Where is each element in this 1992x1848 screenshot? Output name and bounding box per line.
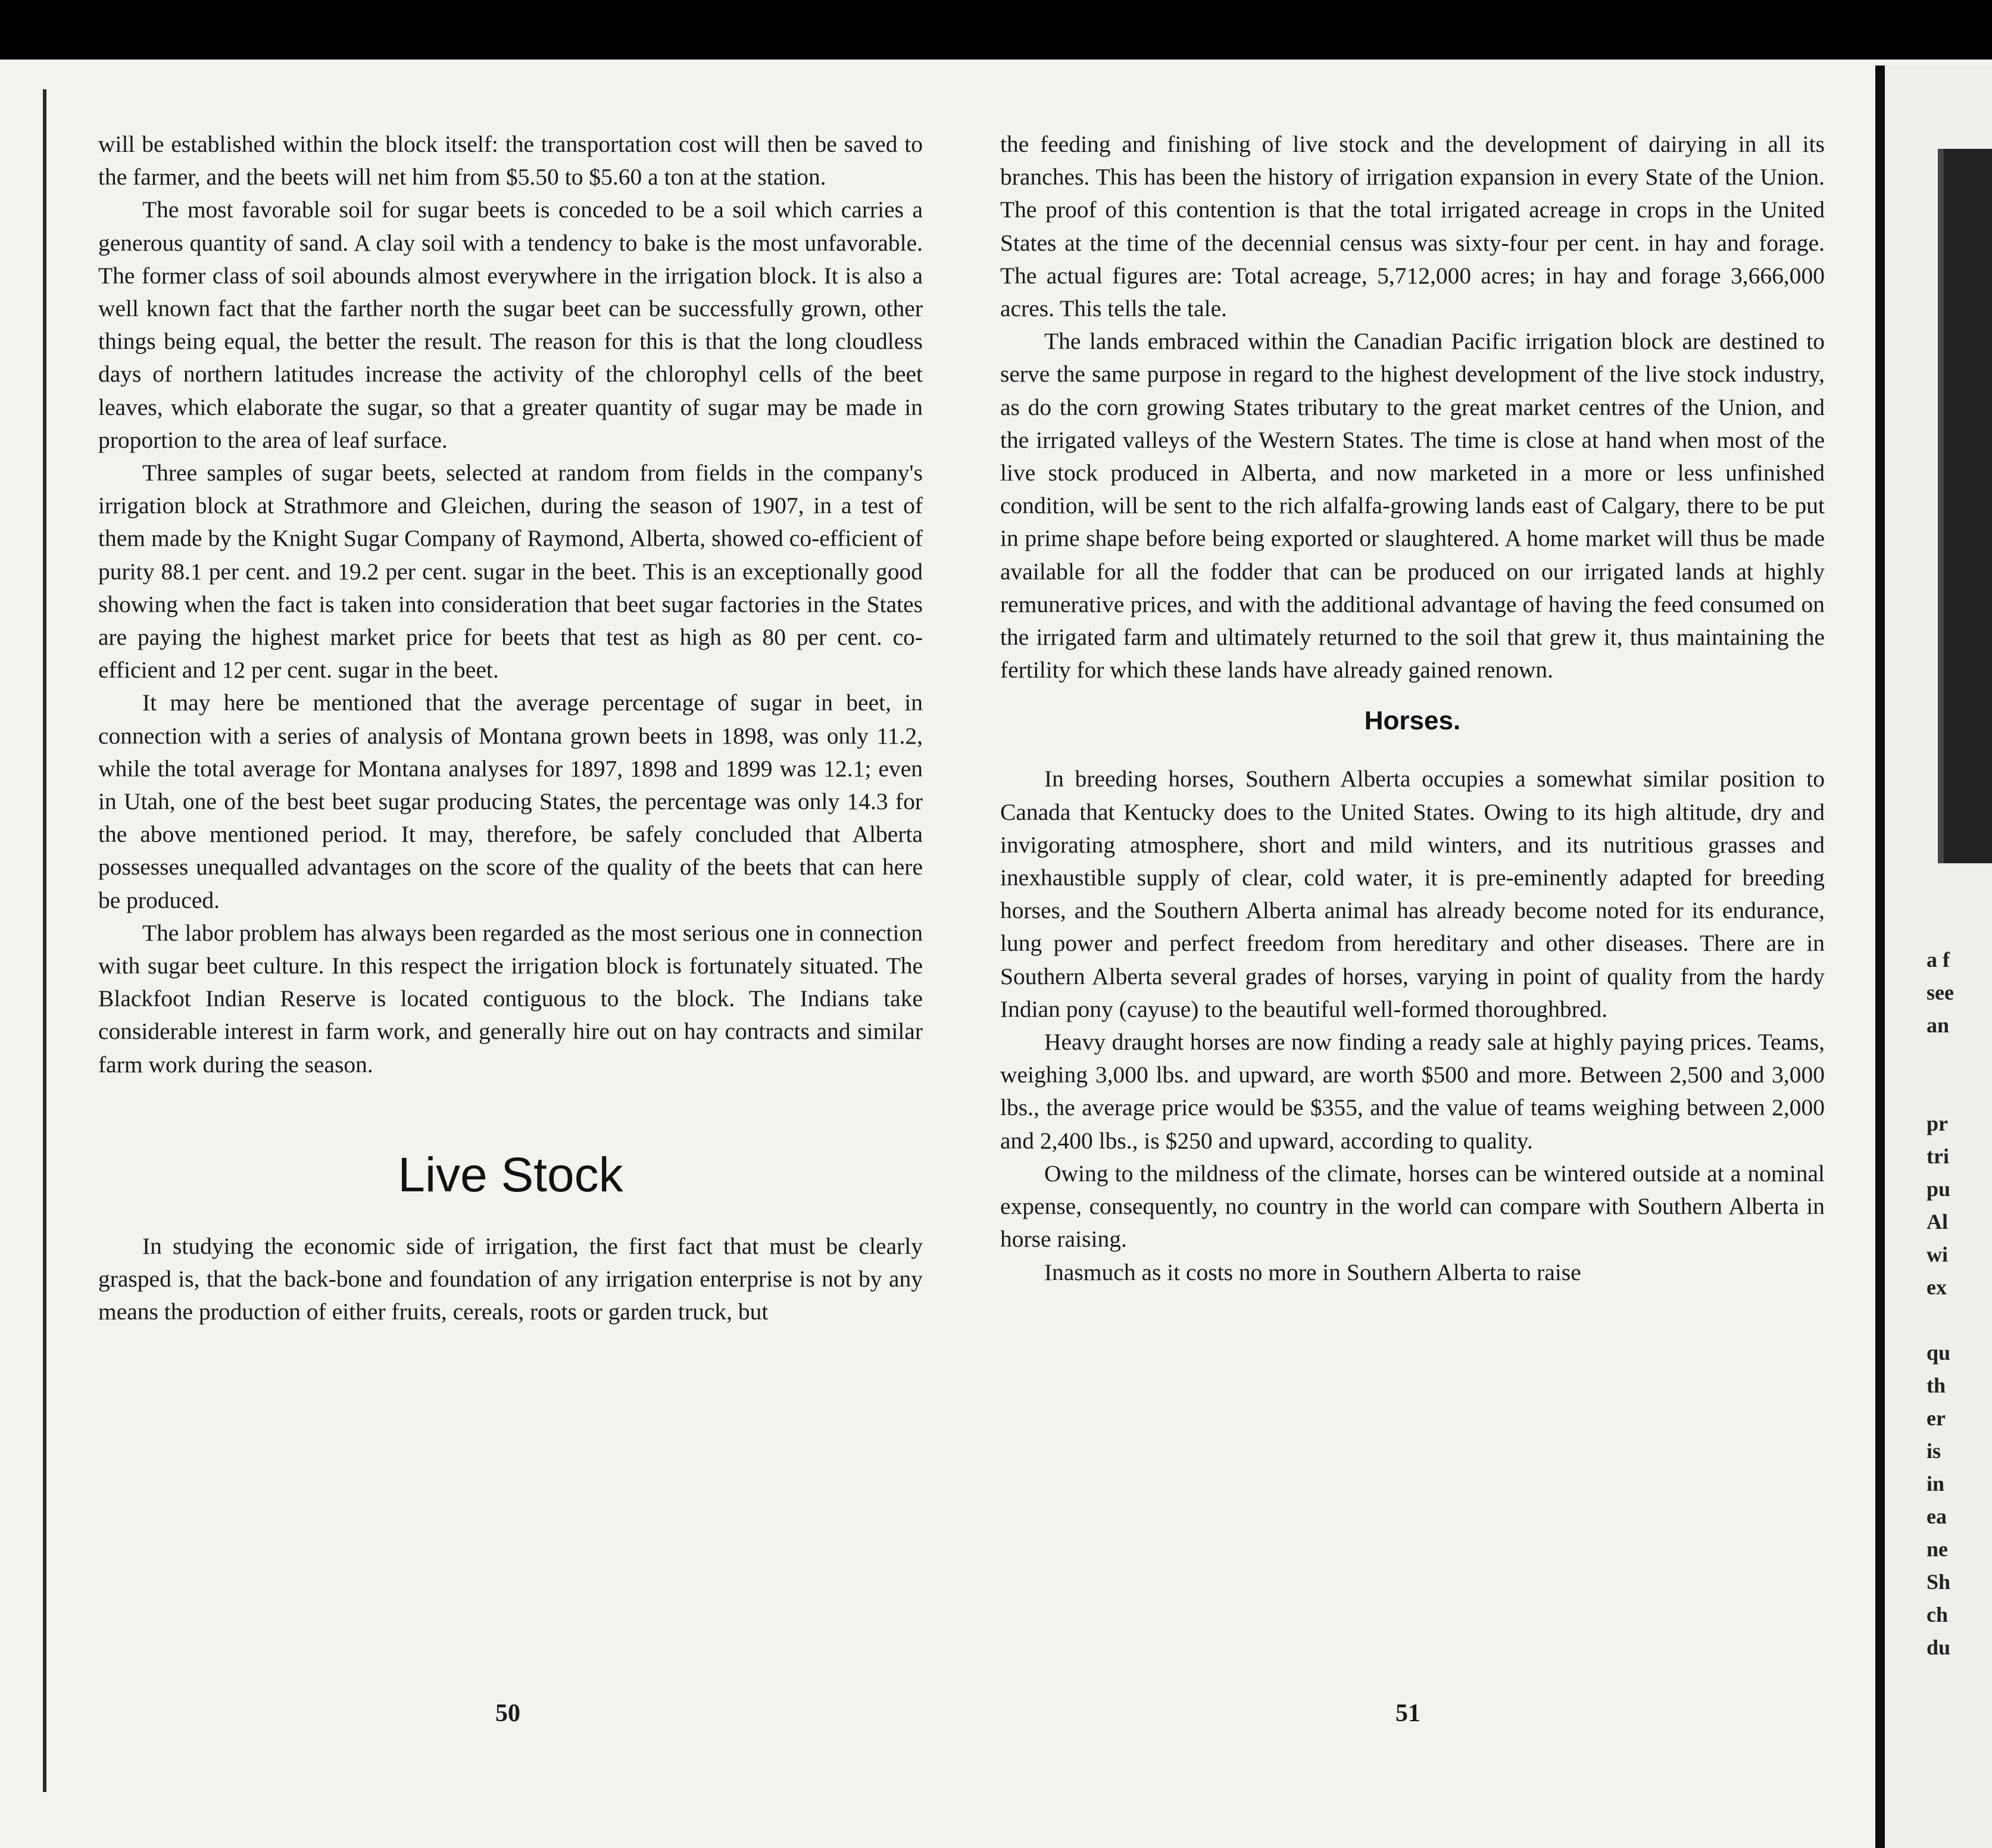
fragment-line: pr (1927, 1112, 1948, 1135)
fragment-line: in (1927, 1472, 1945, 1496)
fragment-line: is (1927, 1439, 1941, 1463)
adjacent-page-image (1938, 149, 1992, 863)
horses-paragraph-3: Owing to the mildness of the climate, horses can be wintered outside at a nominal expense, consequently, no country in the world can compare with Southern Alberta in horse raising. (1000, 1160, 1825, 1253)
live-stock-heading: Live Stock (398, 1147, 623, 1202)
horses-heading: Horses. (1364, 706, 1461, 736)
fragment-line: tri (1927, 1144, 1949, 1168)
page-fold-shadow (1875, 65, 1885, 1848)
left-column (98, 128, 923, 1329)
fragment-line: a f (1927, 948, 1950, 972)
fragment-line (1927, 1042, 1954, 1075)
right-column (1000, 128, 1825, 1289)
fragment-line: Al (1927, 1210, 1948, 1234)
fragment-line: ea (1927, 1504, 1947, 1528)
adjacent-page-text (1927, 944, 1954, 1664)
left-paragraph-2: The most favorable soil for sugar beets is conceded to be a soil which carries a generous quantity of sand. A clay soil with a tendency to bake is the most unfavorable. The former class of soil abounds almost everywhere in the irrigation block. It is also a well known fact that the farther north the sugar beet can be successfully grown, other things being equal, the better the result. The reason for this is that the long cloudless days of northern latitudes increase the activity of the chlorophyl cells of the beet leaves, which elaborate the sugar, so that a greater quantity of sugar may be made in proportion to the area of leaf surface. (98, 196, 923, 453)
right-paragraph-2: The lands embraced within the Canadian Pacific irrigation block are destined to serve the same purpose in regard to the highest development of the live stock industry, as do the corn growing States tributary to the great market centres of the Union, and the irrigated valleys of the Western States. The time is close at hand when most of the live stock produced in Alberta, and now marketed in a more or less unfinished condition, will be sent to the rich alfalfa-growing lands east of Calgary, there to be put in prime shape before being exported or slaughtered. A home market will thus be made available for all the fodder that can be produced on our irrigated lands at highly remunerative prices, and with the additional advantage of having the feed consumed on the irrigated farm and ultimately returned to the soil that grew it, thus maintaining the fertility for which these lands have already gained renown. (1000, 328, 1825, 683)
fragment-line: ch (1927, 1603, 1948, 1627)
live-stock-paragraph: In studying the economic side of irrigation, the first fact that must be clearly grasped is, that the back-bone and foundation of any irrigation enterprise is not by any means the production of either fruits, cereals, roots or garden truck, but (98, 1232, 923, 1325)
fragment-line: th (1927, 1373, 1946, 1397)
fragment-line: ne (1927, 1537, 1948, 1561)
left-edge-rule (43, 89, 46, 1792)
fragment-line (1927, 1075, 1954, 1107)
fragment-line: pu (1927, 1177, 1951, 1201)
fragment-line: wi (1927, 1243, 1948, 1266)
page-number-left: 50 (495, 1700, 520, 1727)
horses-paragraph-1: In breeding horses, Southern Alberta occupies a somewhat similar position to Canada that Kentucky does to the United States. Owing to its high altitude, dry and invigorating atmosphere, short and mild winters, and its nutritious grasses and inexhaustible supply of clear, cold water, it is pre-eminently adapted for breeding horses, and the Southern Alberta animal has already become noted for its endurance, lung power and perfect freedom from hereditary and other diseases. There are in Southern Alberta several grades of horses, varying in point of quality from the hardy Indian pony (cayuse) to the beautiful well-formed thoroughbred. (1000, 766, 1825, 1022)
fragment-line: qu (1927, 1341, 1951, 1365)
left-paragraph-5: The labor problem has always been regarded as the most serious one in connection with sugar beet culture. In this respect the irrigation block is fortunately situated. The Blackfoot Indian Reserve is located contiguous to the block. The Indians take considerable interest in farm work, and generally hire out on hay contracts and similar farm work during the season. (98, 919, 923, 1078)
left-paragraph-4: It may here be mentioned that the average percentage of sugar in beet, in connection with a series of analysis of Montana grown beets in 1898, was only 11.2, while the total average for Montana analyses for 1897, 1898 and 1899 was 12.1; even in Utah, one of the best beet sugar producing States, the percentage was only 14.3 for the above mentioned period. It may, therefore, be safely concluded that Alberta possesses unequalled advantages on the score of the quality of the beets that can here be produced. (98, 689, 923, 913)
page-number-right: 51 (1395, 1700, 1420, 1727)
fragment-line (1927, 1304, 1954, 1337)
horses-paragraph-4: Inasmuch as it costs no more in Southern Alberta to raise (1044, 1259, 1581, 1285)
fragment-line: ex (1927, 1275, 1947, 1299)
left-paragraph-3: Three samples of sugar beets, selected at random from fields in the company's irrigation block at Strathmore and Gleichen, during the season of 1907, in a test of them made by the Knight Sugar Company of Raymond, Alberta, showed co-efficient of purity 88.1 per cent. and 19.2 per cent. sugar in the beet. This is an exceptionally good showing when the fact is taken into consideration that beet sugar factories in the States are paying the highest market price for beets that test as high as 80 per cent. co-efficient and 12 per cent. sugar in the beet. (98, 460, 923, 683)
fragment-line: see (1927, 981, 1954, 1004)
fragment-line: an (1927, 1013, 1950, 1037)
right-paragraph-1: the feeding and finishing of live stock and the development of dairying in all its branches. This has been the history of irrigation expansion in every State of the Union. The proof of this contention is that the total irrigated acreage in crops in the United States at the time of the decennial census was sixty-four per cent. in hay and forage. The actual figures are: Total acreage, 5,712,000 acres; in hay and forage 3,666,000 acres. This tells the tale. (1000, 131, 1825, 322)
left-paragraph-1: will be established within the block itself: the transportation cost will then be saved to the farmer, and the beets will net him from $5.50 to $5.60 a ton at the station. (98, 131, 923, 191)
fragment-line: Sh (1927, 1570, 1951, 1594)
fragment-line: er (1927, 1406, 1946, 1430)
fragment-line: du (1927, 1635, 1951, 1659)
horses-paragraph-2: Heavy draught horses are now finding a ready sale at highly paying prices. Teams, weighing 3,000 lbs. and upward, are worth $500 and more. Between 2,500 and 3,000 lbs., the average price would be $355, and the value of teams weighing between 2,000 and 2,400 lbs., is $250 and upward, according to quality. (1000, 1029, 1825, 1154)
